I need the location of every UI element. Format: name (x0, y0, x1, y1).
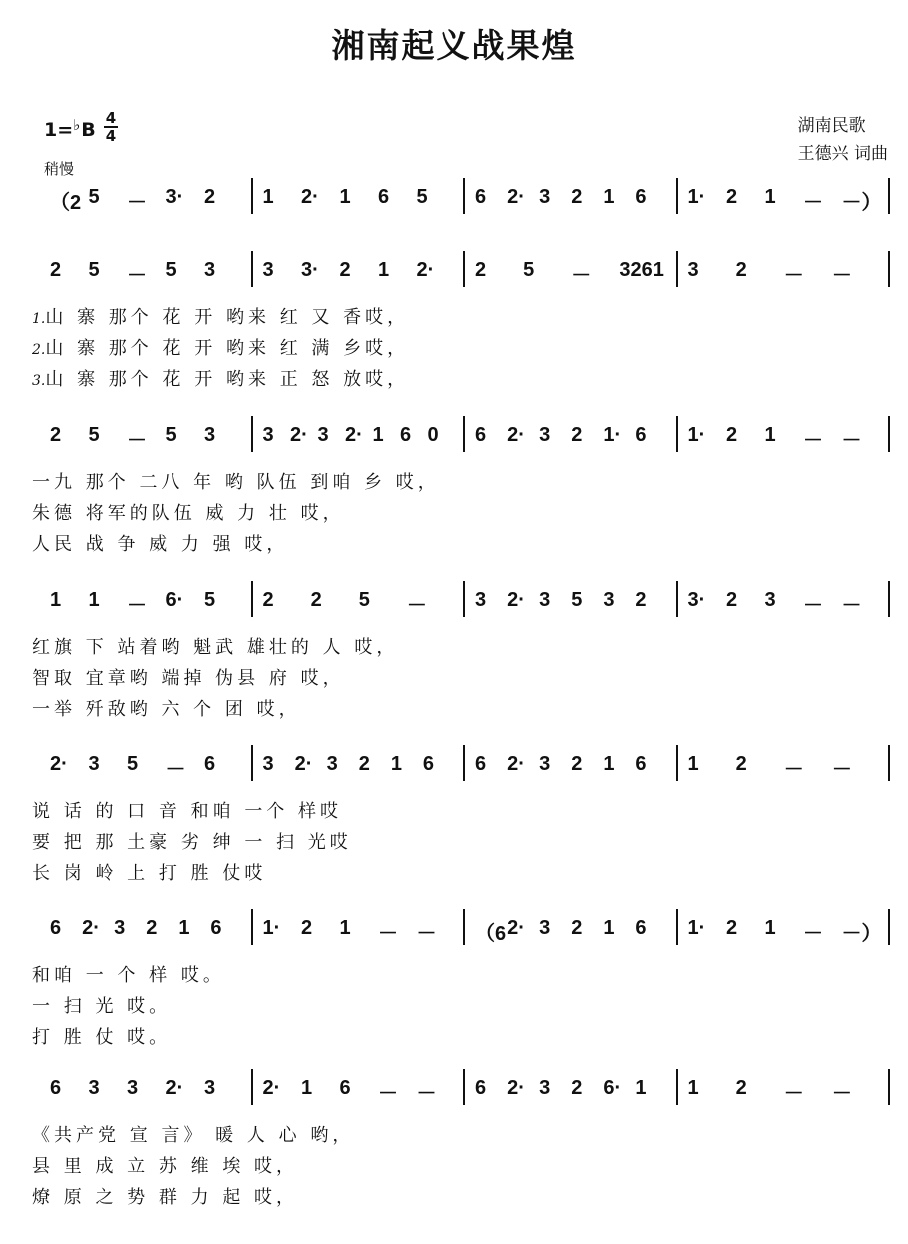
note: 1· (687, 186, 706, 208)
note: － (416, 1083, 437, 1105)
note: 1 (603, 917, 615, 939)
note: 3 (764, 589, 776, 611)
notation-line (0, 259, 908, 299)
verse-number: 1. (32, 311, 46, 327)
note: 3 (262, 753, 274, 775)
note: 2· (165, 1077, 184, 1099)
lyric-text: 燎 原 之 势 群 力 起 哎， (32, 1187, 299, 1208)
note: 2 (571, 1077, 583, 1099)
note: 2 (50, 259, 62, 281)
note: 3· (165, 186, 184, 208)
barline (888, 745, 890, 781)
lyric-text: 《共产党 宣 言》 暖 人 心 哟， (32, 1125, 355, 1146)
note: 2· (507, 424, 525, 446)
note: 3 (114, 917, 126, 939)
note: （6 (475, 923, 507, 945)
note: 3 (204, 259, 216, 281)
note: － (803, 595, 823, 617)
barline (463, 745, 465, 781)
note: 3 (326, 753, 338, 775)
lyric-line (32, 828, 352, 854)
lyric-text: 县 里 成 立 苏 维 埃 哎， (32, 1156, 299, 1177)
note: 6· (603, 1077, 622, 1099)
note: 1 (178, 917, 190, 939)
note: （2 (50, 192, 82, 214)
note: 2· (345, 424, 363, 446)
lyric-line (32, 303, 409, 329)
note: － (127, 595, 147, 617)
note: 2 (50, 424, 62, 446)
note: 2 (726, 424, 738, 446)
note: 1 (764, 186, 776, 208)
barline (463, 416, 465, 452)
barline (251, 745, 253, 781)
note: 1 (339, 917, 351, 939)
note: 1 (635, 1077, 647, 1099)
note: 5 (88, 259, 100, 281)
note: 2 (339, 259, 351, 281)
barline (676, 178, 678, 214)
lyric-line (32, 992, 171, 1018)
note: 6 (475, 753, 487, 775)
note: 6 (475, 1077, 487, 1099)
barline (251, 909, 253, 945)
lyric-text: 和咱 一 个 样 哎。 (32, 965, 225, 986)
lyric-line (32, 1152, 298, 1178)
note: 3 (539, 1077, 551, 1099)
note: － (803, 430, 823, 452)
note: － (783, 759, 804, 781)
lyric-line (32, 664, 345, 690)
note: 1 (88, 589, 100, 611)
lyric-line (32, 1023, 171, 1049)
note: 2 (726, 589, 738, 611)
note: 1 (603, 753, 615, 775)
credit-author: 王德兴 词曲 (797, 144, 888, 164)
note: 5 (88, 186, 100, 208)
note: 6 (635, 424, 647, 446)
note: 2· (294, 753, 313, 775)
note: 2 (571, 424, 583, 446)
note: 5 (204, 589, 216, 611)
barline (888, 581, 890, 617)
note: 5 (127, 753, 139, 775)
lyric-line (32, 334, 409, 360)
note: 6 (475, 186, 487, 208)
note: 3 (204, 1077, 216, 1099)
note: 2 (726, 917, 738, 939)
note: 2 (310, 589, 322, 611)
note: －） (841, 923, 882, 945)
note: 1· (687, 424, 706, 446)
barline (888, 909, 890, 945)
barline (463, 581, 465, 617)
note: 2· (82, 917, 100, 939)
note: 1 (301, 1077, 313, 1099)
notation-line (0, 917, 908, 957)
note: － (831, 759, 852, 781)
note: 2· (416, 259, 435, 281)
lyric-text: 山 寨 那个 花 开 哟来 红 满 乡哎， (45, 338, 410, 359)
note: 6 (400, 424, 412, 446)
key-signature: 1=♭B (44, 116, 96, 141)
note: 3 (262, 424, 274, 446)
note: 5 (416, 186, 428, 208)
barline (676, 581, 678, 617)
note: － (416, 923, 437, 945)
note: 1 (390, 753, 402, 775)
note: 6 (50, 917, 62, 939)
barline (463, 1069, 465, 1105)
note: 6 (339, 1077, 351, 1099)
note: 3 (539, 424, 551, 446)
lyric-text: 山 寨 那个 花 开 哟来 正 怒 放哎， (45, 369, 410, 390)
barline (463, 909, 465, 945)
lyric-text: 说 话 的 口 音 和咱 一个 样哎 (32, 801, 343, 822)
note: 5 (523, 259, 535, 281)
note: 2 (735, 259, 747, 281)
lyric-text: 打 胜 仗 哎。 (32, 1027, 172, 1048)
note: － (406, 595, 427, 617)
note: 1 (50, 589, 62, 611)
note: 3 (317, 424, 329, 446)
note: 2· (290, 424, 308, 446)
note: 1 (687, 753, 699, 775)
barline (251, 178, 253, 214)
note: 1· (603, 424, 622, 446)
barline (676, 416, 678, 452)
note: 6 (635, 186, 647, 208)
lyric-line (32, 695, 301, 721)
note: － (803, 192, 823, 214)
barline (251, 1069, 253, 1105)
note: － (831, 1083, 852, 1105)
note: 2 (726, 186, 738, 208)
note: 2 (735, 753, 747, 775)
note: 6· (165, 589, 184, 611)
note: 2 (735, 1077, 747, 1099)
note: 6 (635, 753, 647, 775)
note: 2 (204, 186, 216, 208)
note: － (841, 595, 862, 617)
note: 2 (571, 753, 583, 775)
note: 3 (475, 589, 487, 611)
note: 1 (262, 186, 274, 208)
lyric-text: 朱德 将军的队伍 威 力 壮 哎， (32, 503, 345, 524)
note: 3 (88, 753, 100, 775)
note: 6 (210, 917, 222, 939)
credit-origin: 湖南民歌 (797, 116, 866, 136)
note: 5 (165, 424, 177, 446)
note: 3 (539, 186, 551, 208)
lyric-line (32, 468, 440, 494)
lyric-text: 要 把 那 土豪 劣 绅 一 扫 光哎 (32, 832, 352, 853)
note: － (803, 923, 823, 945)
note: 3 (262, 259, 274, 281)
note: － (127, 192, 147, 214)
note: 5 (571, 589, 583, 611)
note: 2 (571, 917, 583, 939)
note: 2· (262, 1077, 281, 1099)
note: 1 (378, 259, 390, 281)
note: 2 (262, 589, 274, 611)
note: 5 (165, 259, 177, 281)
note: 2 (146, 917, 158, 939)
note: 6 (475, 424, 487, 446)
note: － (783, 265, 804, 287)
barline (251, 581, 253, 617)
note: 6 (635, 917, 647, 939)
credits (798, 112, 888, 168)
note: 2 (635, 589, 647, 611)
lyric-line (32, 961, 225, 987)
note: － (127, 265, 147, 287)
lyric-text: 智取 宜章哟 端掉 伪县 府 哎， (32, 668, 345, 689)
note: 5 (358, 589, 370, 611)
note: 2 (571, 186, 583, 208)
note: － (831, 265, 852, 287)
lyric-line (32, 365, 409, 391)
barline (888, 251, 890, 287)
barline (676, 745, 678, 781)
note: 1 (372, 424, 384, 446)
tempo-marking: 稍慢 (44, 160, 75, 178)
note: 1· (262, 917, 281, 939)
note: 1 (764, 917, 776, 939)
note: 3 (127, 1077, 139, 1099)
note: 3· (687, 589, 706, 611)
note: 3 (539, 917, 551, 939)
note: 0 (427, 424, 439, 446)
note: － (783, 1083, 804, 1105)
lyric-text: 红旗 下 站着哟 魁武 雄壮的 人 哎， (32, 637, 399, 658)
note: 3 (88, 1077, 100, 1099)
note: 3 (204, 424, 216, 446)
note: 2· (507, 1077, 525, 1099)
barline (888, 178, 890, 214)
note: 6 (422, 753, 435, 775)
time-signature: 4 4 (105, 109, 117, 145)
lyric-text: 长 岗 岭 上 打 胜 仗哎 (32, 863, 267, 884)
lyric-line (32, 530, 288, 556)
note: － (127, 430, 147, 452)
note: 2· (507, 589, 525, 611)
notation-line (0, 424, 908, 464)
song-title: 湘南起义战果煌 (331, 26, 577, 65)
note: 1 (603, 186, 615, 208)
note: 2· (507, 186, 525, 208)
note: 2· (301, 186, 319, 208)
note: 1 (687, 1077, 699, 1099)
note: 3 (539, 753, 551, 775)
notation-line (0, 1077, 908, 1117)
barline (676, 1069, 678, 1105)
note: 1· (687, 917, 706, 939)
verse-number: 2. (32, 342, 46, 358)
note: 1 (764, 424, 776, 446)
barline (463, 178, 465, 214)
barline (888, 1069, 890, 1105)
lyric-text: 山 寨 那个 花 开 哟来 红 又 香哎， (45, 307, 410, 328)
lyric-line (32, 859, 266, 885)
lyric-text: 一 扫 光 哎。 (32, 996, 172, 1017)
lyric-line (32, 499, 345, 525)
lyric-line (32, 797, 342, 823)
note: 3 (603, 589, 615, 611)
barline (888, 416, 890, 452)
lyric-line (32, 1183, 298, 1209)
notation-line (0, 589, 908, 629)
note: 3· (301, 259, 319, 281)
note: 2· (507, 917, 525, 939)
note: －） (841, 192, 882, 214)
note: － (841, 430, 862, 452)
note: 6 (204, 753, 216, 775)
note: 2 (475, 259, 487, 281)
lyric-text: 一举 歼敌哟 六 个 团 哎， (32, 699, 301, 720)
barline (676, 909, 678, 945)
note: － (571, 265, 592, 287)
notation-line (0, 753, 908, 793)
note: － (165, 759, 186, 781)
barline (676, 251, 678, 287)
note: － (378, 923, 398, 945)
barline (251, 416, 253, 452)
note: 2 (301, 917, 313, 939)
note: 2 (358, 753, 370, 775)
note: 3261 (619, 259, 664, 281)
note: 5 (88, 424, 100, 446)
note: 2· (50, 753, 68, 775)
note: 2· (507, 753, 525, 775)
note: 6 (50, 1077, 62, 1099)
lyric-line (32, 1121, 354, 1147)
note: 3 (687, 259, 699, 281)
barline (463, 251, 465, 287)
notation-line (0, 186, 908, 226)
lyric-line (32, 633, 398, 659)
lyric-text: 人民 战 争 威 力 强 哎， (32, 534, 289, 555)
note: － (378, 1083, 398, 1105)
note: 1 (339, 186, 351, 208)
note: 6 (378, 186, 390, 208)
lyric-text: 一九 那个 二八 年 哟 队伍 到咱 乡 哎， (32, 472, 440, 493)
verse-number: 3. (32, 373, 46, 389)
note: 3 (539, 589, 551, 611)
barline (251, 251, 253, 287)
